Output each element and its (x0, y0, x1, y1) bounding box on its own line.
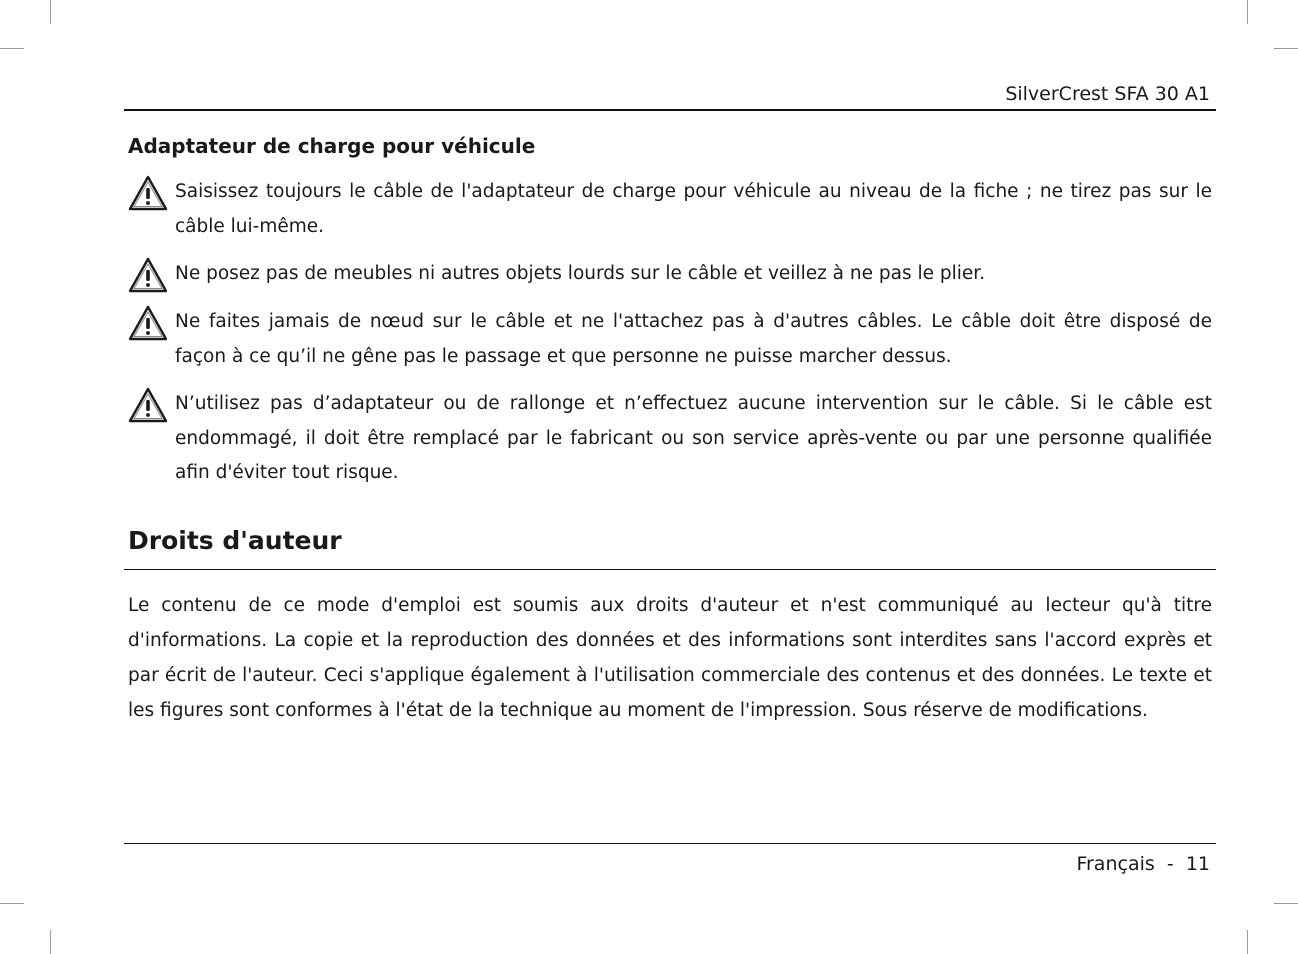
section-rule (124, 569, 1216, 570)
subsection-title: Adaptateur de charge pour véhicule (128, 134, 536, 158)
crop-mark (1247, 930, 1248, 954)
footer-separator: - (1166, 853, 1174, 875)
crop-mark (1247, 0, 1248, 24)
warning-item (128, 257, 1212, 292)
copyright-paragraph: Le contenu de ce mode d'emploi est soumis aux droits d'auteur et n'est communiqué au lecteur qu'à titre d'informations. La copie et la reproduction des données et des informations sont interdites sans l'accord exprès et par écrit de l'auteur. Ceci s'applique également à l'utilisation commerciale des contenus et des données. Le texte et les figures sont conformes à l'état de la technique au moment de l'impression. Sous réserve de modifications. (128, 595, 1212, 721)
warning-item (128, 305, 1212, 374)
warning-icon (128, 257, 168, 293)
page-number: 11 (1185, 853, 1210, 875)
header-product-name: SilverCrest SFA 30 A1 (1005, 83, 1210, 105)
page-footer (1076, 852, 1210, 876)
crop-mark (1274, 903, 1298, 904)
warning-text: Ne faites jamais de nœud sur le câble et ne l'attachez pas à d'autres câbles. Le câble doit être disposé de façon à ce qu’il ne gêne pas le passage et que personne ne puisse marcher dessus. (175, 311, 1212, 367)
warning-item (128, 387, 1212, 491)
warning-text: Saisissez toujours le câble de l'adaptateur de charge pour véhicule au niveau de la fiche ; ne tirez pas sur le câble lui-même. (175, 181, 1212, 237)
warning-icon (128, 305, 168, 341)
warning-text: N’utilisez pas d’adaptateur ou de rallonge et n’effectuez aucune intervention sur le câble. Si le câble est endommagé, il doit être remplacé par le fabricant ou son service après-vente ou par une personne qualifiée afin d'éviter tout risque. (175, 393, 1212, 483)
warning-text: Ne posez pas de meubles ni autres objets lourds sur le câble et veillez à ne pas le plier. (175, 263, 986, 284)
footer-language: Français (1076, 853, 1155, 875)
header-rule (124, 109, 1216, 111)
crop-mark (1274, 48, 1298, 49)
section-title: Droits d'auteur (128, 526, 342, 555)
warning-item (128, 175, 1212, 244)
crop-mark (50, 930, 51, 954)
footer-rule (124, 843, 1216, 844)
crop-mark (0, 48, 24, 49)
warning-icon (128, 387, 168, 423)
warning-icon (128, 175, 168, 211)
crop-mark (0, 903, 24, 904)
crop-mark (50, 0, 51, 24)
